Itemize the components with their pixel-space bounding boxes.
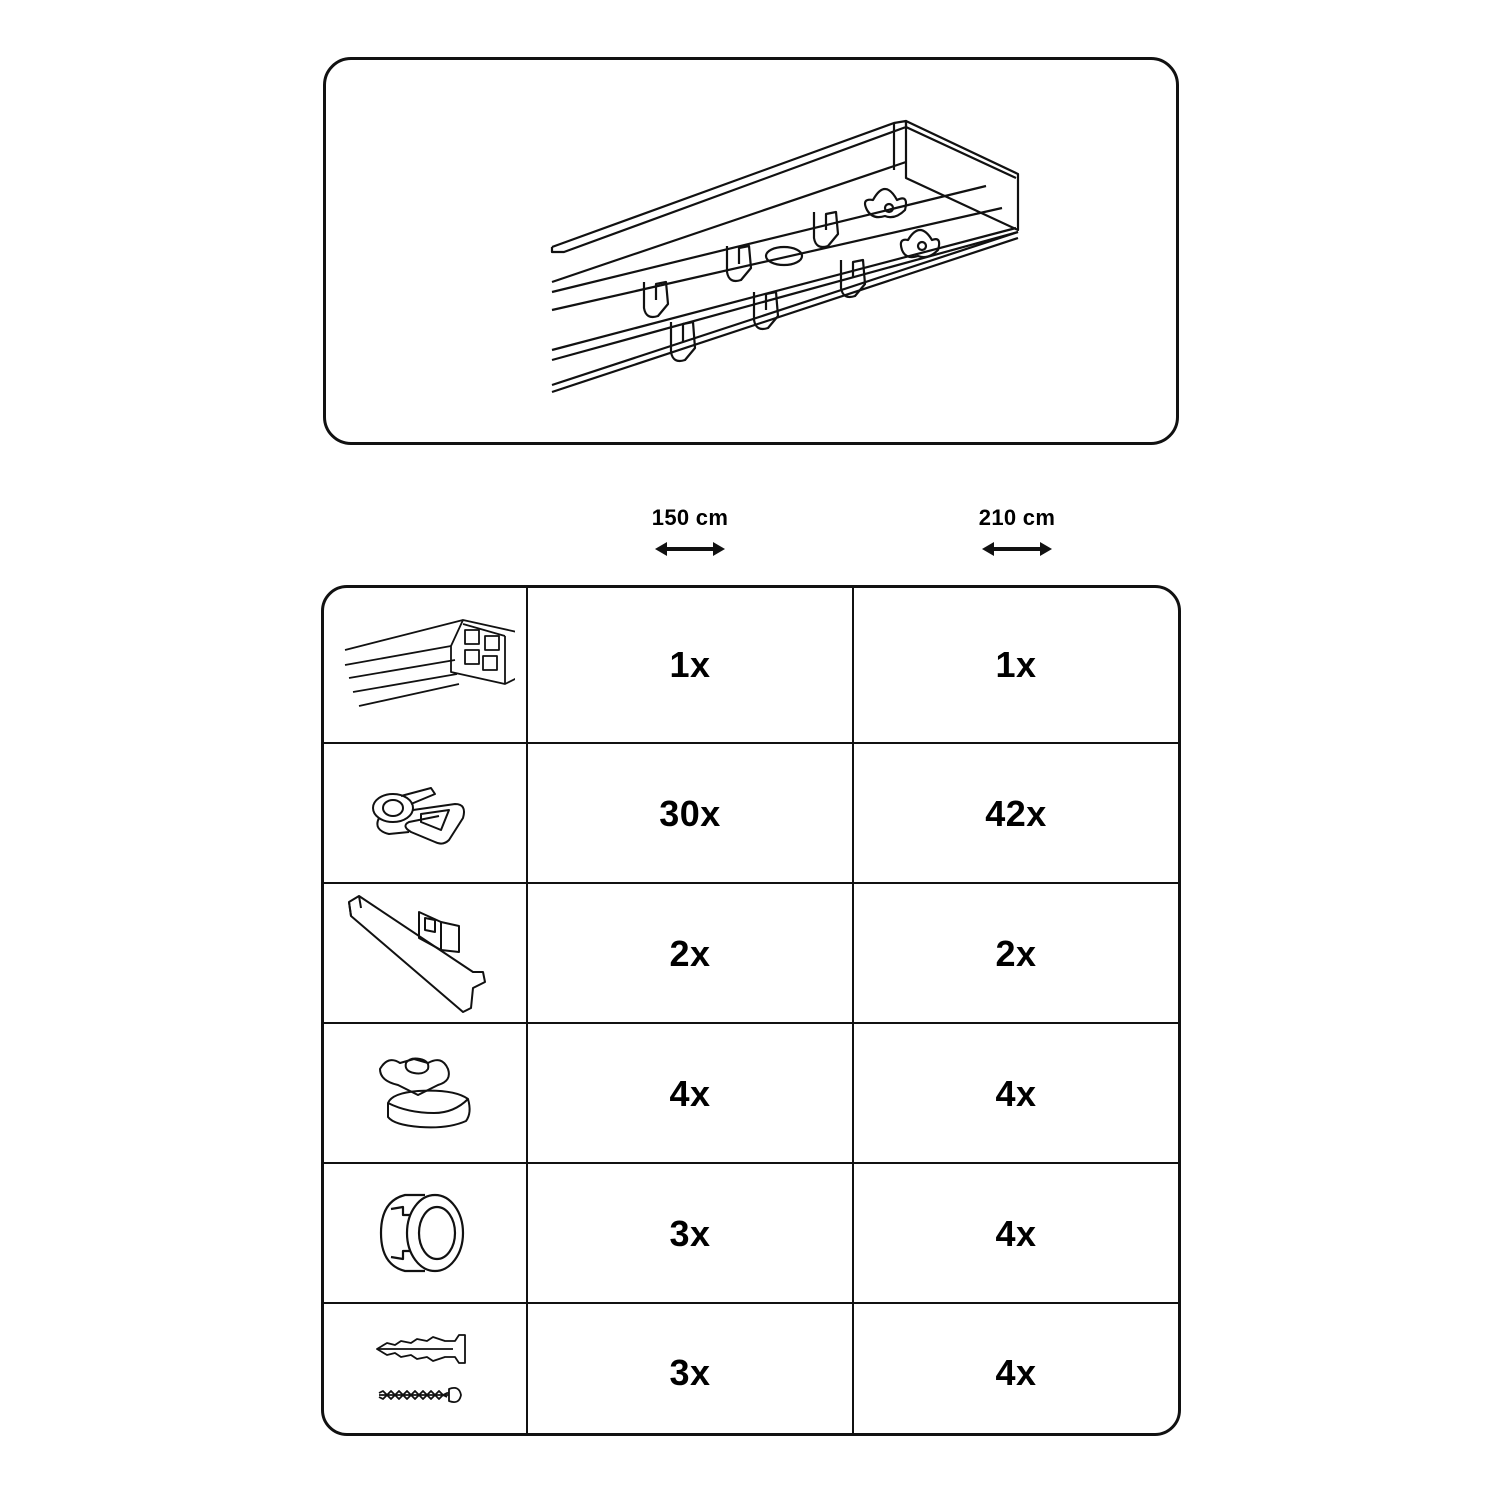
- qty-210-cell: [854, 588, 1178, 742]
- ring-clip-icon: [375, 1189, 475, 1279]
- qty-150-cell: [528, 588, 854, 742]
- qty-210: 1x: [995, 644, 1037, 685]
- qty-150: 3x: [669, 1213, 711, 1254]
- qty-150-cell: [528, 884, 854, 1024]
- qty-210: 42x: [985, 793, 1047, 834]
- qty-210: 2x: [995, 933, 1037, 974]
- table-row: [324, 1022, 1178, 1164]
- qty-150-cell: [528, 1304, 854, 1436]
- double-arrow-icon: [982, 541, 1052, 557]
- dimension-210: [947, 505, 1087, 557]
- qty-150: 2x: [669, 933, 711, 974]
- curtain-glider-hook-icon: [365, 774, 485, 854]
- parts-table: [321, 585, 1181, 1436]
- table-row: [324, 1162, 1178, 1304]
- qty-210-cell: [854, 884, 1178, 1024]
- wing-nut-icon: [370, 1049, 480, 1139]
- qty-210-cell: [854, 1304, 1178, 1436]
- part-icon-cell: [324, 744, 528, 884]
- qty-210: 4x: [995, 1213, 1037, 1254]
- part-icon-cell: [324, 884, 528, 1024]
- table-row: [324, 588, 1178, 742]
- qty-210-cell: [854, 1164, 1178, 1304]
- qty-150-cell: [528, 1164, 854, 1304]
- part-icon-cell: [324, 1164, 528, 1304]
- end-cap-stopper-icon: [345, 892, 505, 1016]
- part-icon-cell: [324, 1024, 528, 1164]
- dimension-150: [620, 505, 760, 557]
- qty-210-cell: [854, 1024, 1178, 1164]
- qty-150: 1x: [669, 644, 711, 685]
- qty-150: 4x: [669, 1073, 711, 1114]
- qty-150-cell: [528, 744, 854, 884]
- qty-210-cell: [854, 744, 1178, 884]
- table-row: [324, 742, 1178, 884]
- dimension-label-150: 150 cm: [651, 505, 729, 530]
- double-track-rail-icon: [335, 610, 515, 720]
- double-curtain-track-assembly-icon: [326, 60, 1182, 448]
- part-icon-cell: [324, 588, 528, 742]
- part-icon-cell: [324, 1304, 528, 1436]
- wall-plug-and-screw-icon: [375, 1333, 475, 1413]
- qty-150-cell: [528, 1024, 854, 1164]
- double-arrow-icon: [655, 541, 725, 557]
- dimension-label-210: 210 cm: [978, 505, 1056, 530]
- hero-illustration-frame: [323, 57, 1179, 445]
- table-row: [324, 1302, 1178, 1436]
- qty-150: 3x: [669, 1351, 711, 1393]
- table-row: [324, 882, 1178, 1024]
- qty-210: 4x: [995, 1073, 1037, 1114]
- qty-150: 30x: [659, 793, 721, 834]
- qty-210: 4x: [995, 1351, 1037, 1393]
